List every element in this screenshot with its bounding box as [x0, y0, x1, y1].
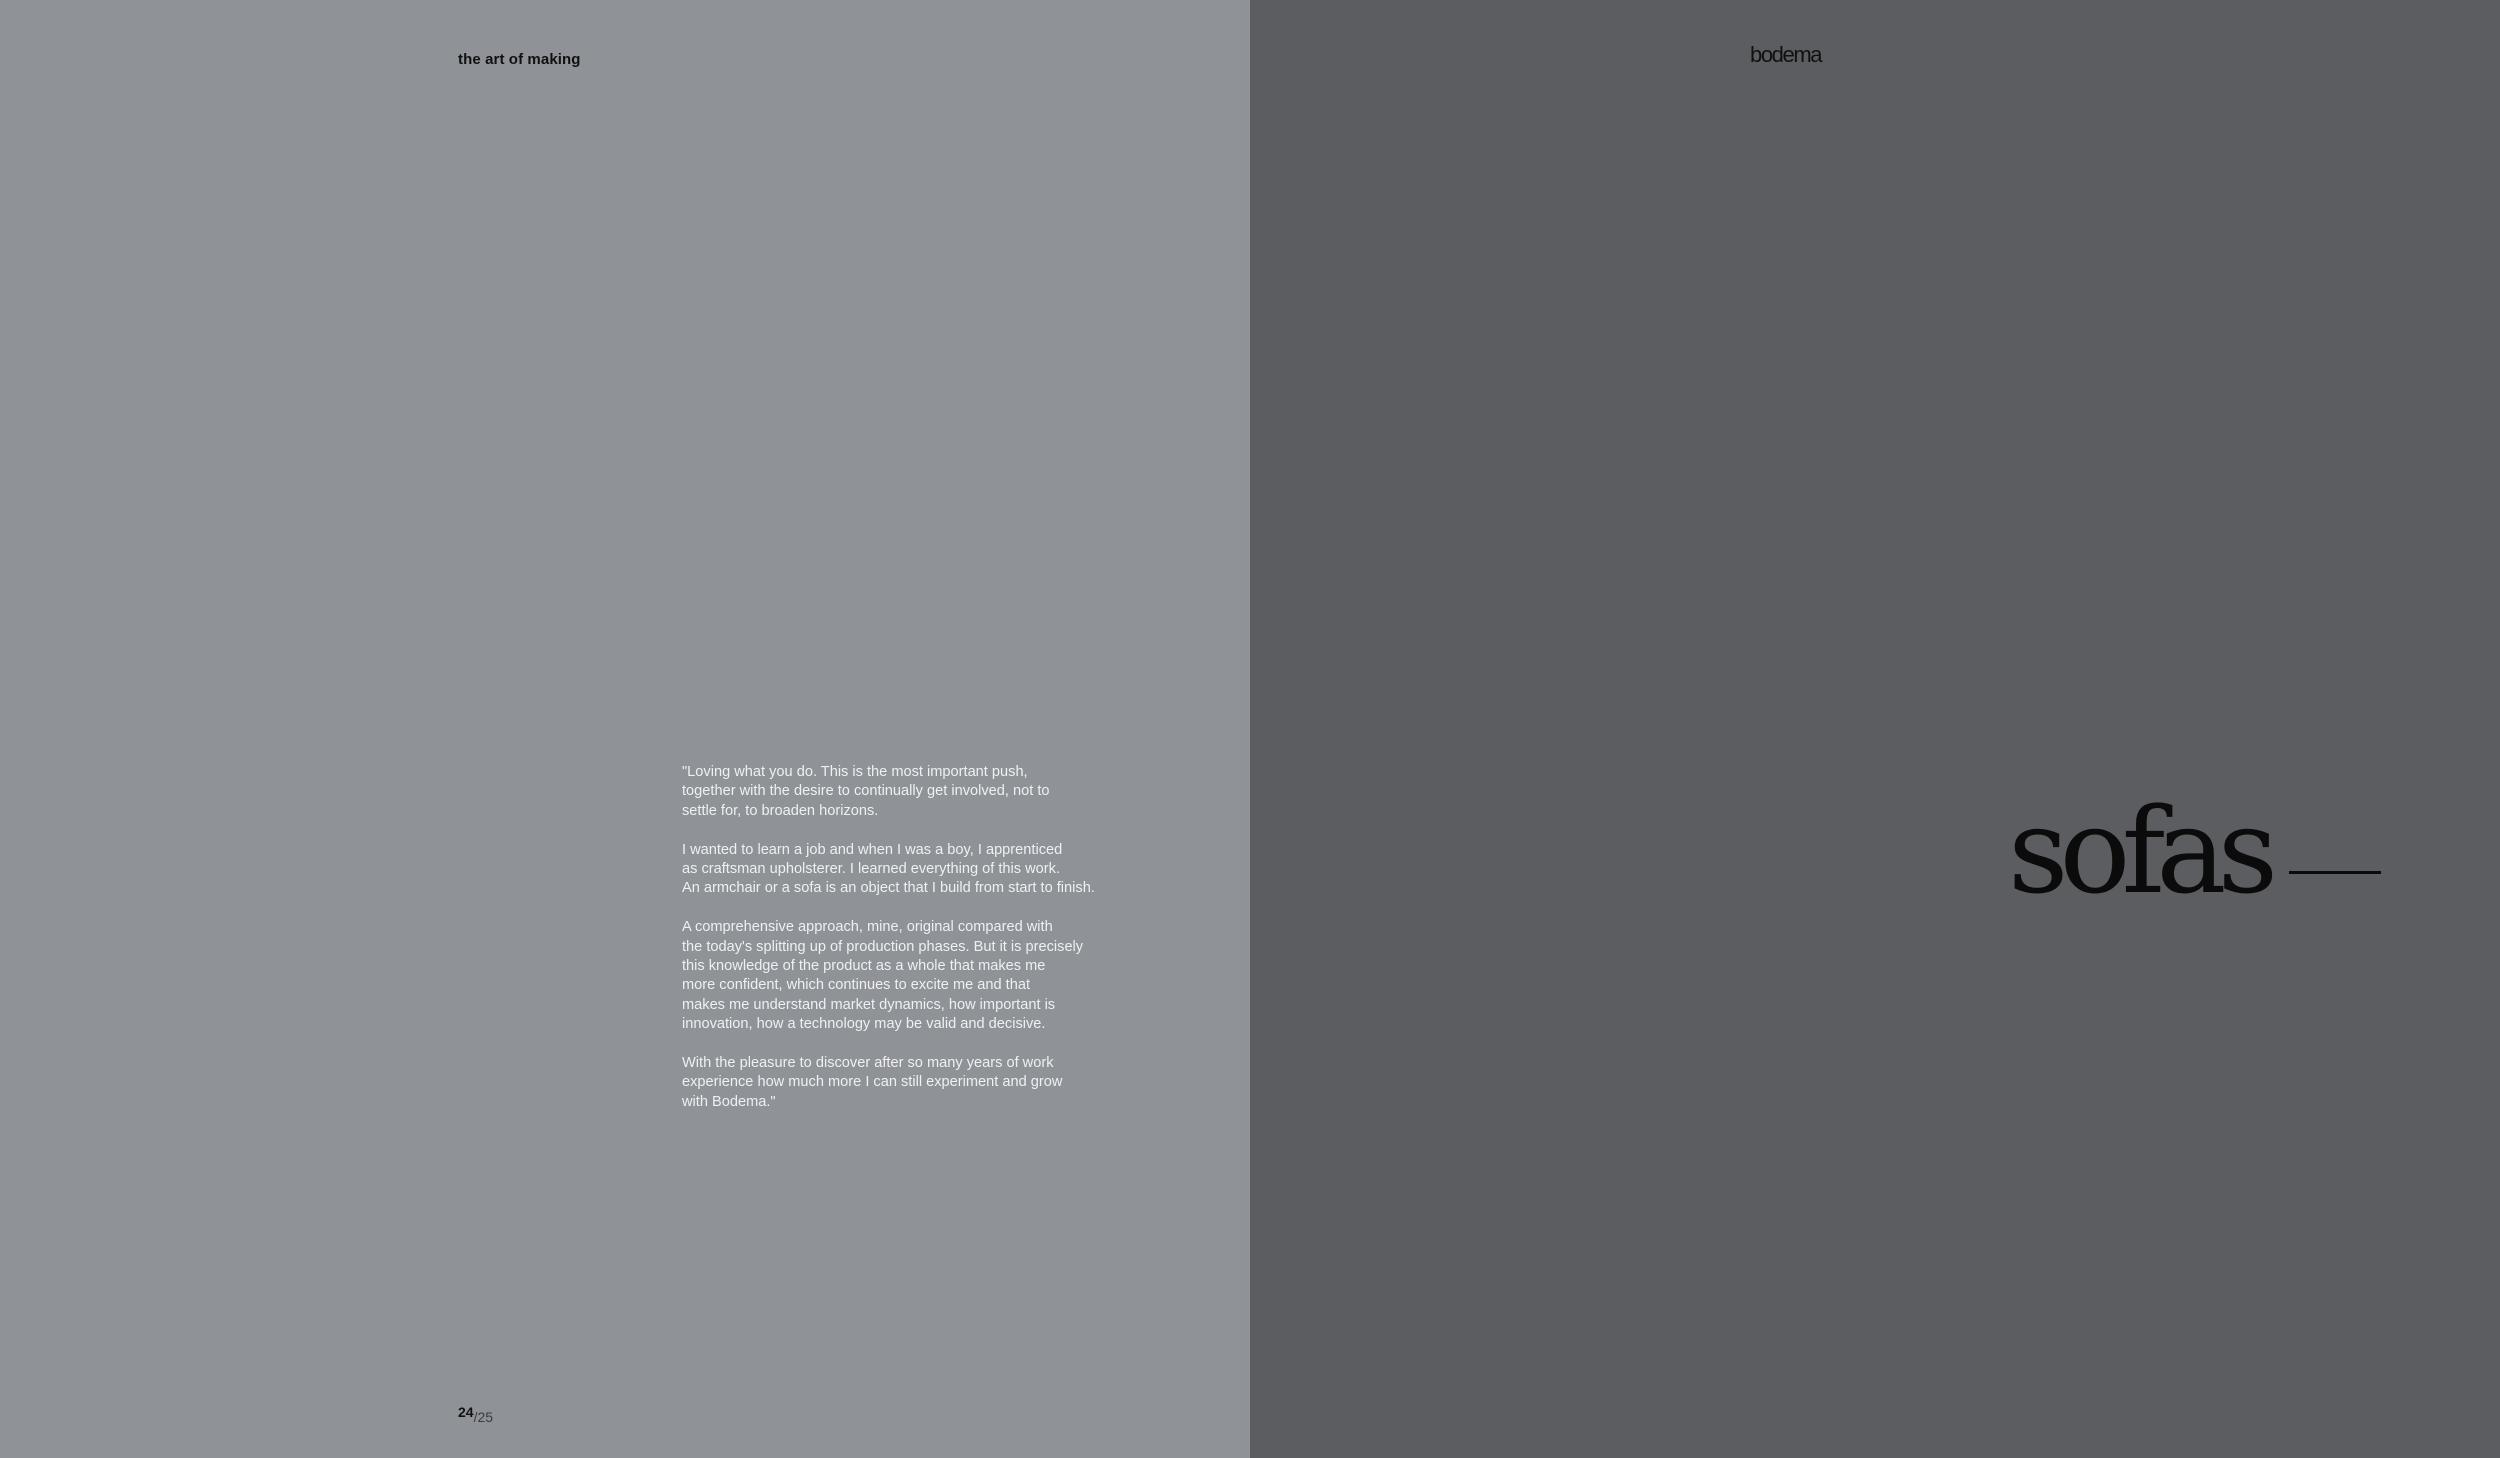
quote-line: together with the desire to continually get involved, not to: [682, 783, 1050, 800]
brand-logo: bodema: [1750, 42, 1822, 67]
quote-line: An armchair or a sofa is an object that I build from start to finish.: [682, 880, 1095, 897]
quote-paragraph-3: [682, 918, 1152, 1034]
quote-line: "Loving what you do. This is the most important push,: [682, 764, 1028, 780]
quote-paragraph-4: [682, 1054, 1152, 1112]
quote-line: this knowledge of the product as a whole that makes me: [682, 958, 1046, 975]
quote-line: settle for, to broaden horizons.: [682, 802, 879, 819]
page-number-current: 24: [458, 1404, 474, 1420]
title-dash-rule: [2289, 871, 2381, 874]
page-number: [458, 1404, 494, 1425]
quote-line: With the pleasure to discover after so many years of work: [682, 1055, 1054, 1072]
quote-paragraph-2: [682, 841, 1152, 899]
quote-block: [682, 763, 1152, 1132]
quote-line: makes me understand market dynamics, how important is: [682, 996, 1056, 1013]
quote-line: I wanted to learn a job and when I was a boy, I apprenticed: [682, 841, 1063, 858]
quote-paragraph-1: [682, 763, 1152, 821]
page-number-total: /25: [473, 1409, 494, 1425]
quote-line: innovation, how a technology may be valid and decisive.: [682, 1016, 1046, 1033]
right-page: [1250, 0, 2500, 1458]
running-head: the art of making: [458, 51, 581, 68]
quote-line: experience how much more I can still experiment and grow: [682, 1074, 1063, 1091]
quote-line: more confident, which continues to excite me and that: [682, 977, 1031, 994]
quote-line: as craftsman upholsterer. I learned everything of this work.: [682, 861, 1060, 878]
quote-line: A comprehensive approach, mine, original compared with: [682, 919, 1053, 936]
quote-line: with Bodema.": [682, 1093, 776, 1110]
quote-line: the today's splitting up of production phases. But it is precisely: [682, 938, 1084, 955]
section-title: sofas: [2008, 782, 2270, 920]
